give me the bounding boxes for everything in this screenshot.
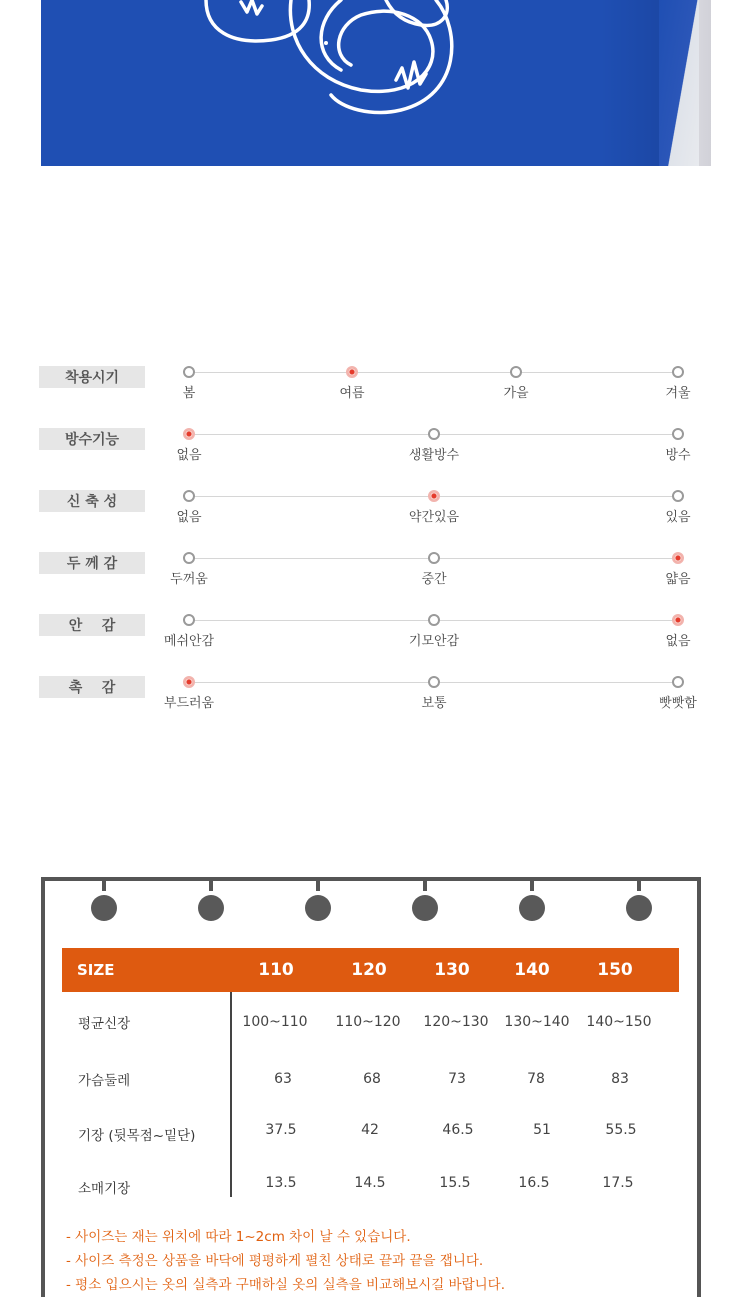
binder-ring-stem xyxy=(209,877,213,891)
size-header-140: 140 xyxy=(514,960,550,980)
row-label: 가슴둘레 xyxy=(78,1073,131,1089)
binder-ring-icon xyxy=(412,895,438,921)
binder-ring-icon xyxy=(91,895,117,921)
option-label: 겨울 xyxy=(665,386,691,401)
option-dot xyxy=(428,552,440,564)
size-header-110: 110 xyxy=(258,960,294,980)
size-header-120: 120 xyxy=(351,960,387,980)
cell-value: 140~150 xyxy=(586,1014,652,1030)
option-dot-selected xyxy=(672,614,684,626)
cell-value: 17.5 xyxy=(602,1175,634,1191)
property-label: 방수기능 xyxy=(39,428,145,450)
option-dot xyxy=(672,676,684,688)
option-dot xyxy=(428,428,440,440)
property-row-thickness xyxy=(0,542,750,587)
option-dot xyxy=(672,490,684,502)
cell-value: 37.5 xyxy=(265,1122,297,1138)
option-dot-selected xyxy=(346,366,358,378)
cell-value: 130~140 xyxy=(504,1014,570,1030)
option-dot xyxy=(672,366,684,378)
option-dot xyxy=(183,366,195,378)
property-row-waterproof xyxy=(0,418,750,463)
cell-value: 55.5 xyxy=(605,1122,637,1138)
option-label: 두꺼움 xyxy=(170,572,208,587)
option-label: 얇음 xyxy=(665,572,691,587)
row-label: 기장 (뒷목점~밑단) xyxy=(78,1128,196,1144)
option-label: 없음 xyxy=(665,634,691,649)
binder-ring-stem xyxy=(102,877,106,891)
binder-ring-icon xyxy=(305,895,331,921)
cell-value: 120~130 xyxy=(423,1014,489,1030)
property-line xyxy=(189,372,678,373)
option-label: 봄 xyxy=(182,386,196,401)
table-row xyxy=(45,1012,697,1042)
option-label: 메쉬안감 xyxy=(163,634,215,649)
property-label: 두 께 감 xyxy=(39,552,145,574)
option-label: 빳빳함 xyxy=(659,696,697,711)
option-dot xyxy=(428,676,440,688)
property-label: 착용시기 xyxy=(39,366,145,388)
option-label: 여름 xyxy=(339,386,365,401)
table-row xyxy=(45,1177,697,1207)
option-label: 부드러움 xyxy=(163,696,215,711)
cell-value: 46.5 xyxy=(442,1122,474,1138)
option-dot-selected xyxy=(428,490,440,502)
cell-value: 16.5 xyxy=(518,1175,550,1191)
size-chart xyxy=(41,877,701,1297)
size-header-150: 150 xyxy=(597,960,633,980)
option-label: 생활방수 xyxy=(408,448,460,463)
option-label: 보통 xyxy=(421,696,447,711)
option-dot-selected xyxy=(183,676,195,688)
product-photo xyxy=(41,0,699,166)
size-table-header xyxy=(62,948,679,992)
table-row xyxy=(45,1124,697,1154)
option-label: 없음 xyxy=(176,448,202,463)
option-dot xyxy=(183,552,195,564)
cell-value: 15.5 xyxy=(439,1175,471,1191)
cell-value: 73 xyxy=(448,1071,466,1087)
option-dot-selected xyxy=(672,552,684,564)
size-header-label: SIZE xyxy=(77,961,115,979)
option-dot xyxy=(672,428,684,440)
binder-ring-icon xyxy=(519,895,545,921)
row-label: 평균신장 xyxy=(78,1016,131,1032)
cell-value: 63 xyxy=(274,1071,292,1087)
property-row-lining xyxy=(0,604,750,649)
binder-ring-icon xyxy=(626,895,652,921)
size-note: - 평소 입으시는 옷의 실측과 구매하실 옷의 실측을 비교해보시길 바랍니다. xyxy=(66,1277,506,1293)
property-label: 안 감 xyxy=(39,614,145,636)
row-label: 소매기장 xyxy=(78,1181,131,1197)
property-row-season xyxy=(0,356,750,401)
option-dot xyxy=(183,490,195,502)
binder-ring-icon xyxy=(198,895,224,921)
option-label: 중간 xyxy=(421,572,447,587)
cell-value: 51 xyxy=(533,1122,551,1138)
cell-value: 14.5 xyxy=(354,1175,386,1191)
cell-value: 83 xyxy=(611,1071,629,1087)
option-dot-selected xyxy=(183,428,195,440)
option-dot xyxy=(510,366,522,378)
property-label: 신 축 성 xyxy=(39,490,145,512)
binder-ring-stem xyxy=(530,877,534,891)
cell-value: 42 xyxy=(361,1122,379,1138)
property-label: 촉 감 xyxy=(39,676,145,698)
option-label: 없음 xyxy=(176,510,202,525)
cell-value: 13.5 xyxy=(265,1175,297,1191)
shirt-print-graphic xyxy=(41,0,699,166)
table-row xyxy=(45,1069,697,1099)
property-row-stretch xyxy=(0,480,750,525)
size-notes xyxy=(66,1225,505,1297)
property-row-texture xyxy=(0,666,750,711)
size-header-130: 130 xyxy=(434,960,470,980)
size-note: - 사이즈 측정은 상품을 바닥에 평평하게 펼친 상태로 끝과 끝을 잽니다. xyxy=(66,1253,484,1269)
binder-ring-stem xyxy=(637,877,641,891)
binder-ring-stem xyxy=(316,877,320,891)
cell-value: 68 xyxy=(363,1071,381,1087)
option-dot xyxy=(428,614,440,626)
binder-ring-stem xyxy=(423,877,427,891)
option-label: 방수 xyxy=(665,448,691,463)
option-label: 가을 xyxy=(503,386,529,401)
size-note: - 사이즈는 재는 위치에 따라 1~2cm 차이 날 수 있습니다. xyxy=(66,1229,411,1245)
cell-value: 100~110 xyxy=(242,1014,308,1030)
cell-value: 110~120 xyxy=(335,1014,401,1030)
option-label: 있음 xyxy=(665,510,691,525)
option-label: 기모안감 xyxy=(408,634,460,649)
cell-value: 78 xyxy=(527,1071,545,1087)
option-dot xyxy=(183,614,195,626)
option-label: 약간있음 xyxy=(408,510,460,525)
